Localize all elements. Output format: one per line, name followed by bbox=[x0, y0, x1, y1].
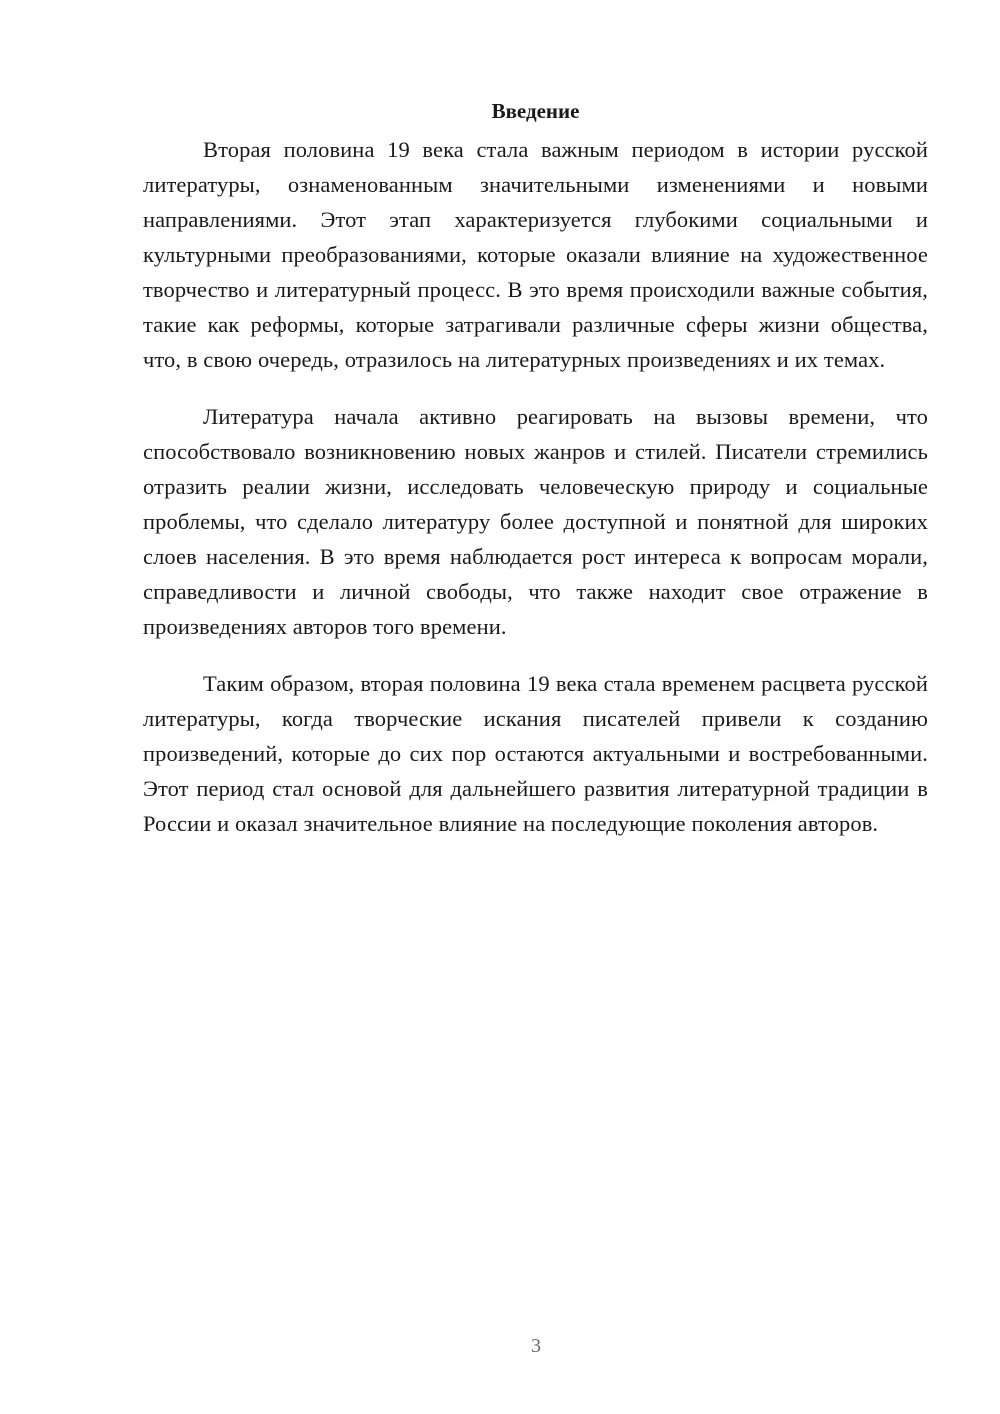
paragraph-1: Вторая половина 19 века стала важным периодом в истории русской литературы, ознаменованным значительными изменениями и новыми направлениями. Этот этап характеризуется глубокими социальными и культурными преобразованиями, которые оказали влияние на художественное творчество и литературный процесс. В это время происходили важные события, такие как реформы, которые затрагивали различные сферы жизни общества, что, в свою очередь, отразилось на литературных произведениях и их темах. bbox=[143, 137, 928, 372]
page-content bbox=[143, 96, 928, 863]
section-heading: Введение bbox=[491, 99, 580, 123]
page-number: 3 bbox=[531, 1335, 541, 1357]
paragraph-3: Таким образом, вторая половина 19 века стала временем расцвета русской литературы, когда творческие искания писателей привели к созданию произведений, которые до сих пор остаются актуальными и востребованными. Этот период стал основой для дальнейшего развития литературной традиции в России и оказал значительное влияние на последующие поколения авторов. bbox=[143, 671, 928, 836]
paragraph-2: Литература начала активно реагировать на вызовы времени, что способствовало возникновению новых жанров и стилей. Писатели стремились отразить реалии жизни, исследовать человеческую природу и социальные проблемы, что сделало литературу более доступной и понятной для широких слоев населения. В это время наблюдается рост интереса к вопросам морали, справедливости и личной свободы, что также находит свое отражение в произведениях авторов того времени. bbox=[143, 404, 928, 639]
